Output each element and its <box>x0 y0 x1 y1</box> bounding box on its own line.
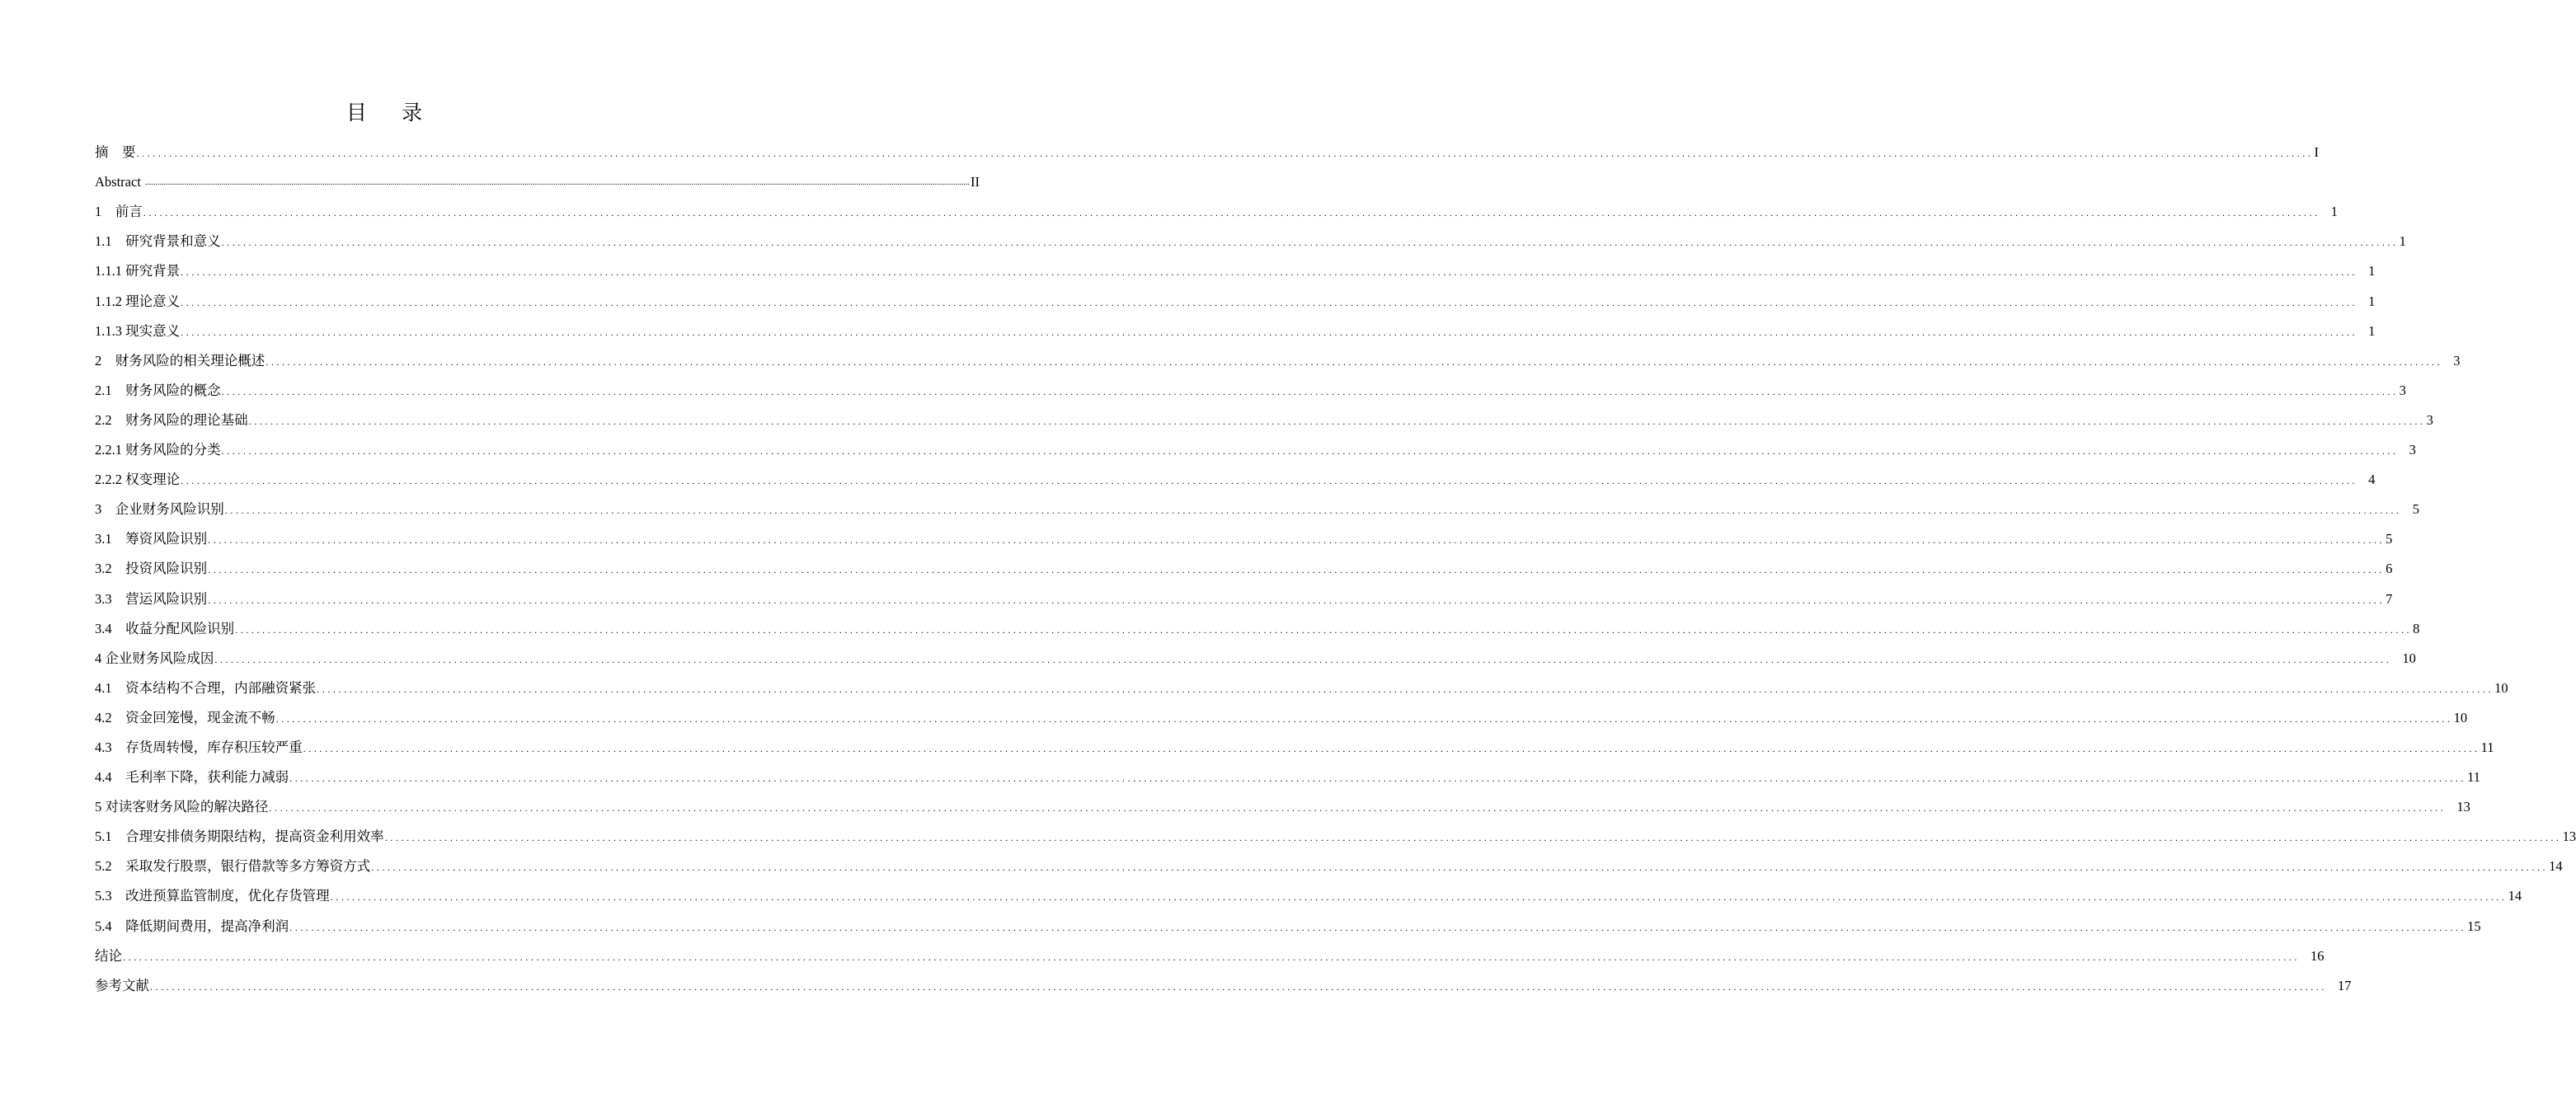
toc-entry-label: 2 财务风险的相关理论概述 <box>95 352 266 369</box>
toc-entry[interactable] <box>95 311 2376 340</box>
toc-dot-leader: ................................................................................................................................................................................................................................................................................................................................................................................................................ <box>221 385 2399 397</box>
toc-dot-leader: ................................................................................................................................................................................................................................................................................................................................................................................................................ <box>248 415 2426 427</box>
toc-entry-page: 15 <box>2467 918 2481 934</box>
toc-entry[interactable] <box>95 965 2352 995</box>
toc-dot-leader: ................................................................................................................................................................................................................................................................................................................................................................................................................ <box>136 148 2314 160</box>
toc-entry-label: 5.1 合理安排债务期限结构，提高资金利用效率 <box>95 829 384 845</box>
toc-entry-page: 16 <box>2310 947 2325 964</box>
toc-entry-label: 5.2 采取发行股票，银行借款等多方筹资方式 <box>95 858 371 875</box>
toc-entry-label: 摘 要 <box>95 144 136 161</box>
toc-dot-leader: ................................................................................................................................................................................................................................................................................................................................................................................................................ <box>208 594 2386 606</box>
toc-entry[interactable] <box>95 548 2393 578</box>
toc-entry-page: 1 <box>2368 293 2376 309</box>
toc-dot-leader: ................................................................................................................................................................................................................................................................................................................................................................................................................ <box>235 623 2413 636</box>
toc-dot-leader: ................................................................................................................................................................................................................................................................................................................................................................................................................ <box>224 505 2402 517</box>
toc-entry[interactable] <box>95 459 2376 489</box>
toc-dot-leader: ................................................................................................................................................................................................................................................................................................................................................................................................................ <box>181 296 2358 308</box>
toc-entry[interactable] <box>95 519 2393 548</box>
toc-dot-leader: ................................................................................................................................................................................................................................................................................................................................................................................................................ <box>303 742 2480 754</box>
toc-entry-label: 结论 <box>95 947 122 964</box>
toc-entry-label: 参考文献 <box>95 977 149 993</box>
toc-entry-label: 2.2.1 财务风险的分类 <box>95 442 221 458</box>
toc-dot-leader: ................................................................................................................................................................................................................................................................................................................................................................................................................ <box>208 534 2386 547</box>
toc-dot-leader: ................................................................................................................................................................................................................................................................................................................................................................................................................ <box>289 772 2467 785</box>
toc-entry[interactable] <box>95 162 980 191</box>
toc-entry[interactable] <box>95 251 2376 280</box>
toc-entry-label: 3.3 营运风险识别 <box>95 590 208 607</box>
toc-entry-page: 8 <box>2413 620 2420 636</box>
toc-entry-label: 1.1 研究背景和意义 <box>95 233 221 250</box>
toc-dot-leader: ................................................................................................................................................................................................................................................................................................................................................................................................................ <box>181 326 2358 338</box>
toc-entry-page: 11 <box>2480 739 2494 755</box>
toc-entry-page: 4 <box>2368 472 2376 488</box>
toc-entry[interactable] <box>95 846 2563 876</box>
toc-entry-label: 4 企业财务风险成因 <box>95 650 214 666</box>
toc-entry-label: 1 前言 <box>95 204 143 220</box>
toc-entry-label: 4.3 存货周转慢，库存积压较严重 <box>95 739 303 755</box>
toc-entry-page: I <box>2314 144 2319 161</box>
toc-dot-leader: ................................................................................................................................................................................................................................................................................................................................................................................................................ <box>269 802 2447 815</box>
toc-entry[interactable] <box>95 430 2416 459</box>
toc-entry-label: 5 对读客财务风险的解决路径 <box>95 799 269 815</box>
toc-dot-leader: ................................................................................................................................................................................................................................................................................................................................................................................................................ <box>208 564 2386 576</box>
toc-entry-page: 3 <box>2453 352 2461 369</box>
toc-dot-leader: ................................................................................................................................................................................................................................................................................................................................................................................................................ <box>266 355 2443 368</box>
toc-entry-label: 2.2 财务风险的理论基础 <box>95 411 248 428</box>
toc-entry-page: 3 <box>2399 382 2406 398</box>
toc-entry[interactable] <box>95 668 2508 697</box>
toc-entry-page: 7 <box>2386 590 2393 607</box>
toc-dot-leader: ................................................................................................................................................................................................................................................................................................................................................................................................................ <box>384 832 2562 844</box>
toc-entry-label: 4.2 资金回笼慢，现金流不畅 <box>95 709 275 725</box>
toc-entry-label: 4.4 毛利率下降，获利能力减弱 <box>95 769 289 786</box>
toc-entry-page: 17 <box>2338 977 2352 993</box>
toc-entry[interactable] <box>95 786 2470 816</box>
toc-entry-page: 13 <box>2456 799 2470 815</box>
toc-entry[interactable] <box>95 132 2319 162</box>
toc-entry[interactable] <box>95 905 2481 935</box>
toc-entry-page: 6 <box>2386 561 2393 577</box>
page-title: 目 录 <box>346 102 438 124</box>
toc-entry[interactable] <box>95 936 2325 965</box>
toc-entry-label: 1.1.2 理论意义 <box>95 293 181 309</box>
toc-entry-page: 10 <box>2402 650 2416 666</box>
toc-dot-leader: ................................................................................................................................................................................................................................................................................................................................................................................................................ <box>214 653 2392 665</box>
toc-entry-page: 3 <box>2426 411 2433 428</box>
toc-entry[interactable] <box>95 608 2420 638</box>
toc-entry-label: 3.1 筹资风险识别 <box>95 531 208 547</box>
toc-entry-page: 3 <box>2409 442 2416 458</box>
toc-dot-leader: ................................................................................................................................................................................................................................................................................................................................................................................................................ <box>221 445 2399 458</box>
toc-entry-label: 4.1 资本结构不合理，内部融资紧张 <box>95 679 317 696</box>
toc-entry-page: 14 <box>2549 858 2563 875</box>
toc-entry-label: 3.2 投资风险识别 <box>95 561 208 577</box>
toc-entry-page: 13 <box>2562 829 2576 845</box>
toc-dot-leader: ................................................................................................................................................................................................................................................................................................................................................................................................................ <box>289 921 2467 933</box>
toc-entry-page: II <box>971 174 980 190</box>
toc-entry-label: 1.1.1 研究背景 <box>95 263 181 279</box>
toc-dot-leader: ................................................................................................................................................................................................................................................................................................................................................................................................................ <box>221 237 2399 249</box>
toc-dot-leader: ................................................................................................................................................................................................................................................................................................................................................................................................................ <box>317 683 2494 695</box>
toc-entry[interactable] <box>95 340 2461 370</box>
toc-entry[interactable] <box>95 876 2522 905</box>
toc-dot-leader: ................................................................................................................................................................................................................................................................................................................................................................................................................ <box>330 891 2508 904</box>
toc-entry-page: 1 <box>2330 204 2338 220</box>
toc-entry[interactable] <box>95 816 2576 846</box>
toc-dot-leader: ................................................................................................................................................................................................................................................................................................................................................................................................................ <box>150 980 2327 993</box>
table-of-contents <box>95 132 2576 995</box>
toc-entry-label: Abstract <box>95 174 145 190</box>
toc-entry-page: 14 <box>2508 888 2522 904</box>
toc-entry-page: 1 <box>2368 263 2376 279</box>
toc-dot-leader: ................................................................................................................................................................................................................................................................................................................................................................................................................ <box>181 266 2358 279</box>
toc-entry-label: 3.4 收益分配风险识别 <box>95 620 235 636</box>
toc-entry[interactable] <box>95 757 2481 786</box>
toc-dot-leader: ................................................................................................................................................................................................................................................................................................................................................................................................................ <box>181 475 2358 487</box>
toc-entry-page: 1 <box>2399 233 2406 250</box>
toc-entry-label: 2.2.2 权变理论 <box>95 472 181 488</box>
toc-entry-label: 5.4 降低期间费用，提高净利润 <box>95 918 289 934</box>
toc-entry[interactable] <box>95 191 2338 221</box>
toc-entry-page: 10 <box>2494 679 2508 696</box>
toc-entry-label: 3 企业财务风险识别 <box>95 501 224 518</box>
toc-entry[interactable] <box>95 489 2419 519</box>
toc-entry-label: 2.1 财务风险的概念 <box>95 382 221 398</box>
toc-entry-page: 10 <box>2453 709 2468 725</box>
toc-entry-page: 5 <box>2412 501 2419 518</box>
toc-dot-leader: ................................................................................................................................................................................................................................................................................................................................................................................................................ <box>145 178 971 188</box>
toc-entry[interactable] <box>95 697 2468 727</box>
toc-entry[interactable] <box>95 221 2406 251</box>
toc-entry-page: 11 <box>2467 769 2481 786</box>
toc-entry[interactable] <box>95 280 2376 310</box>
toc-dot-leader: ................................................................................................................................................................................................................................................................................................................................................................................................................ <box>371 862 2549 874</box>
toc-entry[interactable] <box>95 400 2433 430</box>
toc-dot-leader: ................................................................................................................................................................................................................................................................................................................................................................................................................ <box>143 207 2320 219</box>
toc-entry[interactable] <box>95 638 2416 668</box>
toc-entry-label: 5.3 改进预算监管制度，优化存货管理 <box>95 888 330 904</box>
toc-entry-page: 5 <box>2386 531 2393 547</box>
toc-dot-leader: ................................................................................................................................................................................................................................................................................................................................................................................................................ <box>275 712 2453 725</box>
toc-entry[interactable] <box>95 727 2494 757</box>
toc-dot-leader: ................................................................................................................................................................................................................................................................................................................................................................................................................ <box>123 951 2300 963</box>
toc-entry-label: 1.1.3 现实意义 <box>95 322 181 339</box>
toc-entry-page: 1 <box>2368 322 2376 339</box>
toc-entry[interactable] <box>95 578 2393 608</box>
toc-entry[interactable] <box>95 370 2406 400</box>
